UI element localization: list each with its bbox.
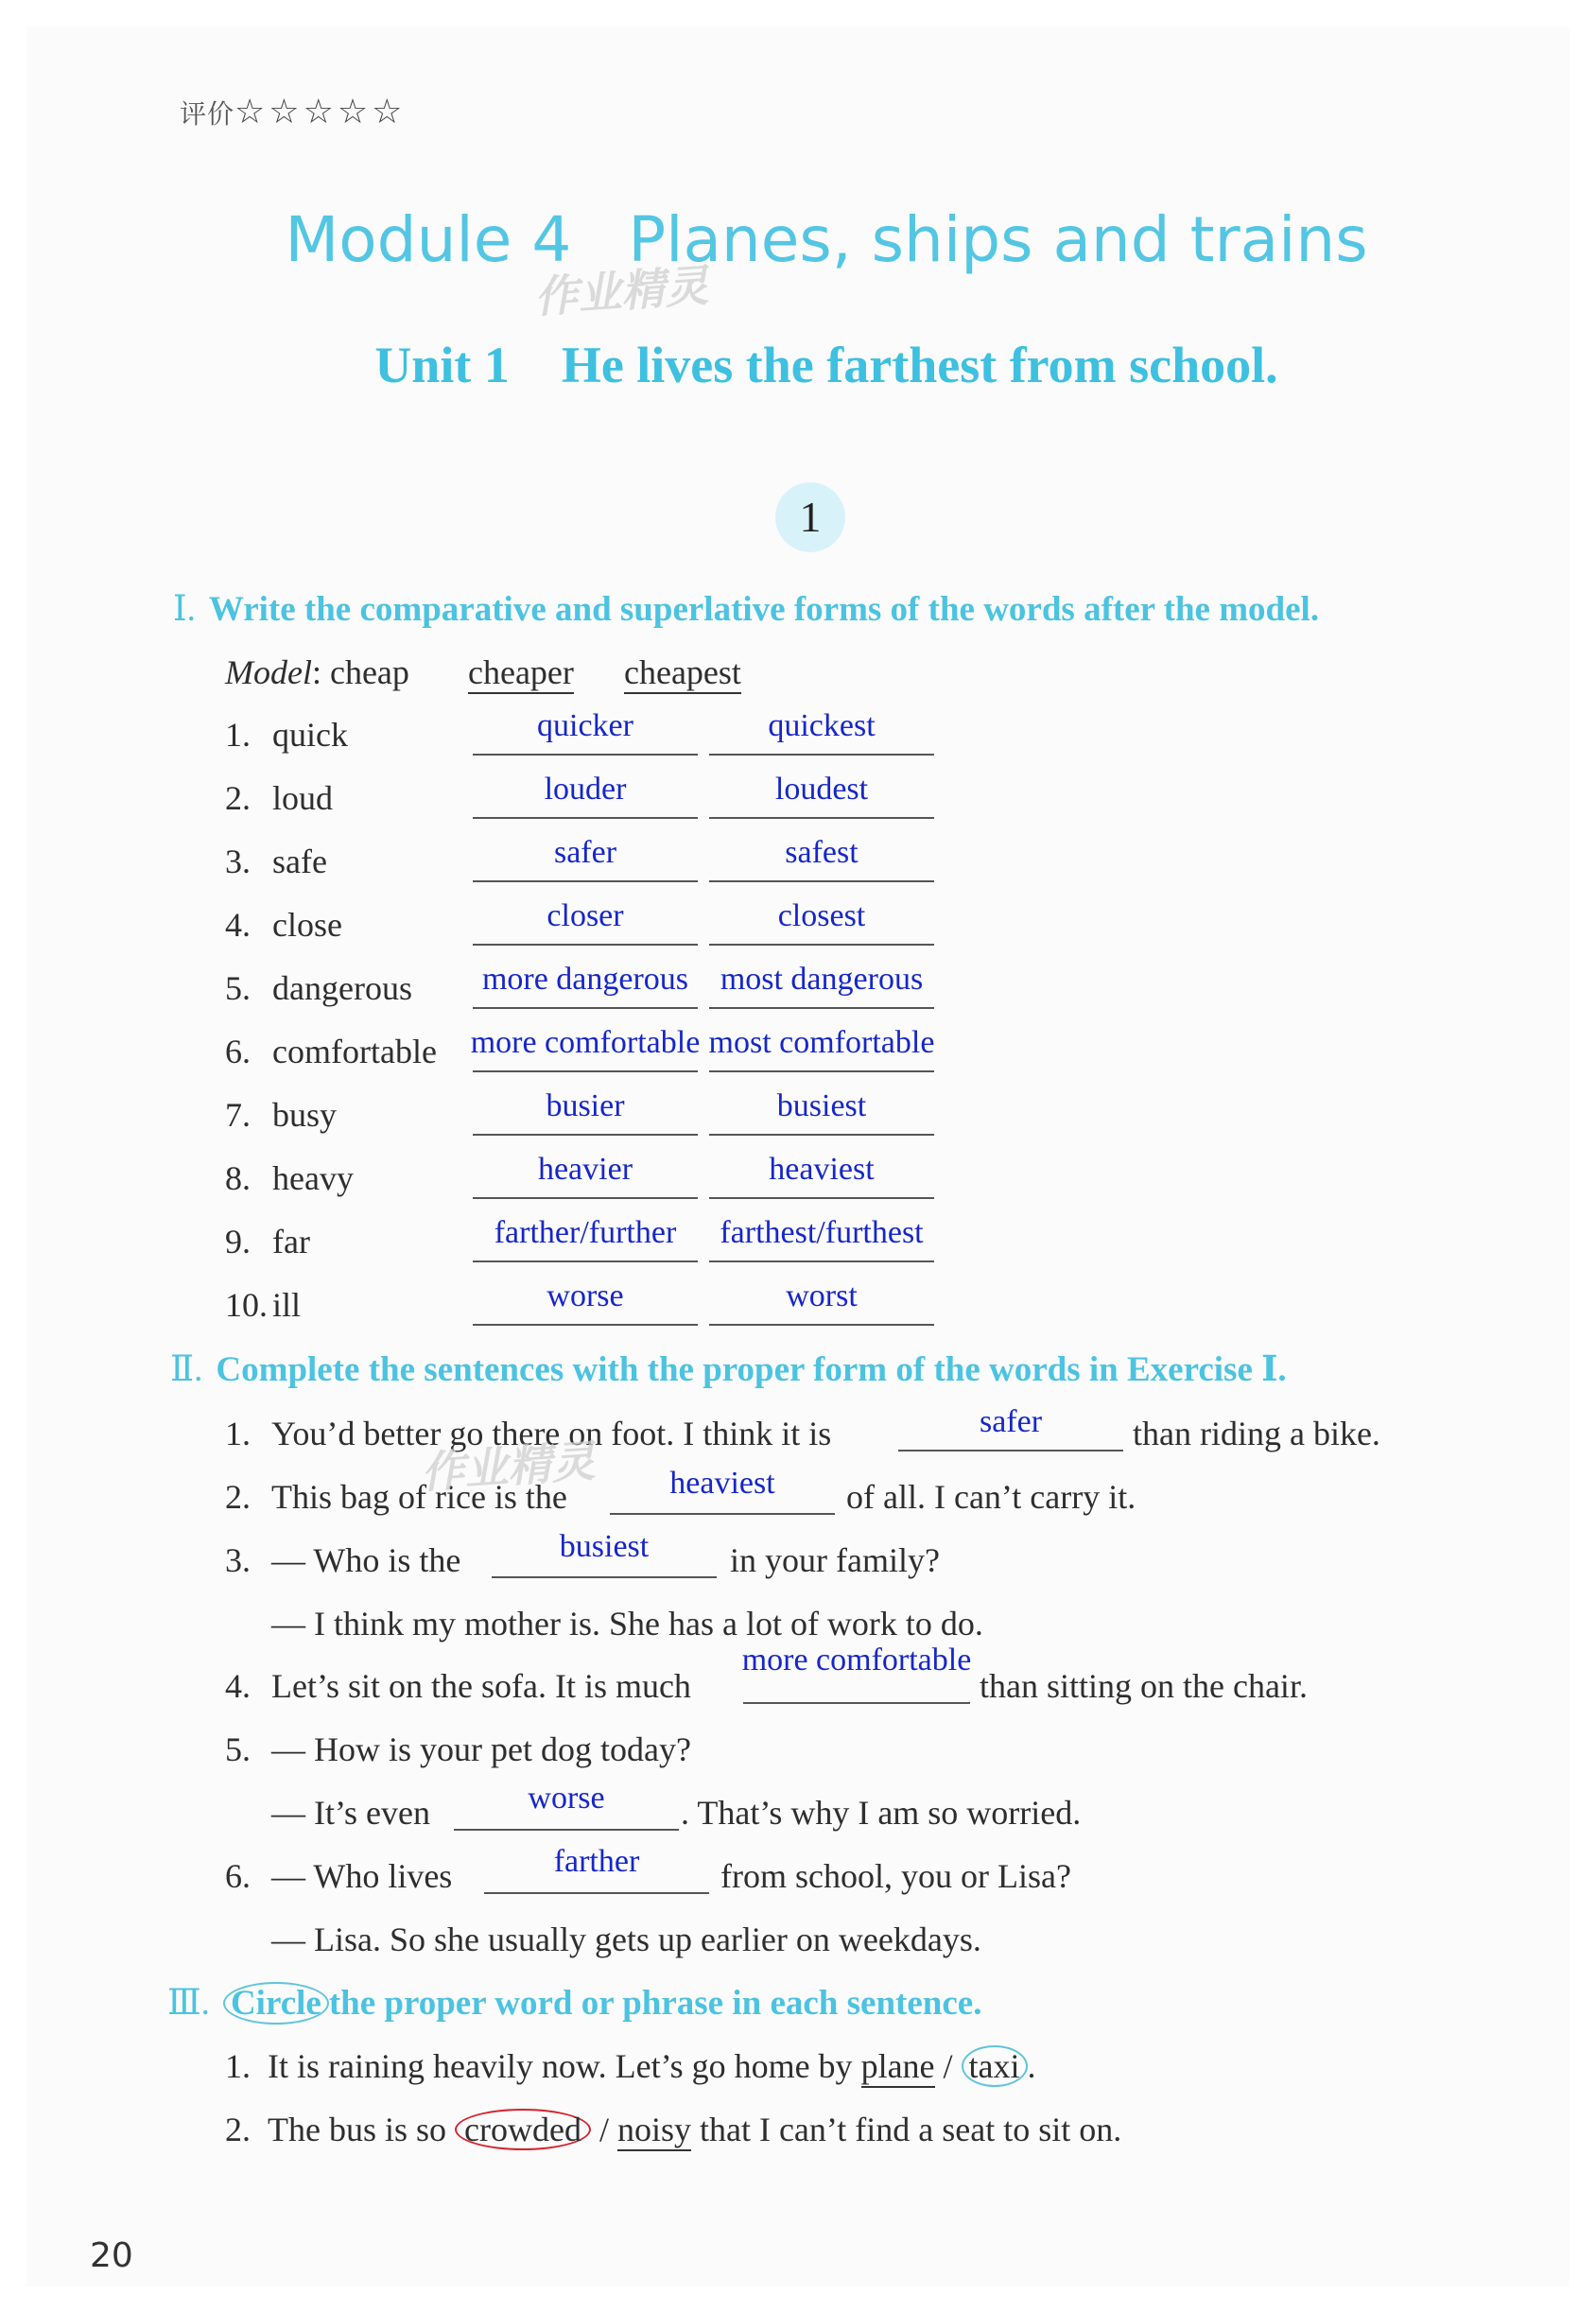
s2-item-5-question: — How is your pet dog today? (271, 1730, 691, 1768)
s2-item-5-before: — It’s even (271, 1794, 430, 1832)
s2-item-6-before: — Who lives (271, 1857, 453, 1895)
ex1-superlative-answer: heaviest (769, 1152, 875, 1187)
s2-item-2-answer: heaviest (669, 1466, 775, 1501)
ex1-comparative-answer: closer (546, 898, 624, 933)
s2-item-3-before: — Who is the (271, 1541, 461, 1579)
s2-item-5-after: . That’s why I am so worried. (681, 1794, 1082, 1832)
ex1-item-word: quick (272, 716, 348, 754)
ex1-superlative-blank[interactable] (709, 1070, 934, 1072)
s2-item-4-blank[interactable] (743, 1702, 970, 1704)
s3-item-2 (225, 2110, 1121, 2149)
s2-item-1-answer: safer (979, 1404, 1043, 1439)
s2-item-4-before: Let’s sit on the sofa. It is much (271, 1667, 691, 1705)
ex1-superlative-answer: farthest/furthest (720, 1215, 924, 1250)
ex1-item-word: safe (272, 843, 327, 880)
ex1-item-number: 9. (225, 1223, 251, 1260)
ex1-superlative-answer: quickest (768, 708, 876, 743)
s2-item-6-number: 6. (225, 1857, 251, 1895)
s3-item-1-before: It is raining heavily now. Let’s go home by (268, 2047, 853, 2085)
ex1-superlative-blank[interactable] (709, 754, 934, 756)
module-name: Planes, ships and trains (628, 203, 1368, 276)
ex1-comparative-answer: quicker (537, 708, 633, 743)
unit-title (0, 336, 1596, 394)
ex1-item-number: 3. (225, 843, 251, 880)
s2-item-4-number: 4. (225, 1667, 251, 1705)
ex1-comparative-blank[interactable] (473, 880, 698, 882)
s3-item-2-before: The bus is so (268, 2111, 446, 2148)
section-1-instruction: Write the comparative and superlative forms of the words after the model. (208, 590, 1320, 629)
s2-item-6-answer: farther (553, 1844, 640, 1879)
lesson-badge: 1 (775, 482, 845, 552)
ex1-comparative-blank[interactable] (473, 1070, 698, 1072)
section-3-number: Ⅲ. (167, 1984, 210, 2023)
ex1-comparative-answer: louder (544, 772, 627, 807)
s2-item-5-blank[interactable] (454, 1829, 679, 1831)
ex1-comparative-answer: more comfortable (470, 1025, 701, 1060)
section-2-number: Ⅱ. (170, 1350, 203, 1389)
s3-item-2-number: 2. (225, 2111, 251, 2148)
ex1-comparative-answer: busier (546, 1088, 625, 1123)
ex1-superlative-blank[interactable] (709, 817, 934, 819)
ex1-item-word: far (272, 1223, 310, 1260)
ex1-comparative-blank[interactable] (473, 944, 698, 946)
ex1-item-word: comfortable (272, 1033, 437, 1070)
ex1-item-word: dangerous (272, 969, 412, 1007)
s3-item-1-option-taxi[interactable]: taxi (962, 2045, 1028, 2087)
module-number: Module 4 (285, 203, 572, 276)
rating-stars: ☆☆☆☆☆ (234, 93, 407, 131)
ex1-superlative-blank[interactable] (709, 880, 934, 882)
section-2-heading (170, 1347, 1287, 1390)
rating-label: 评价 (180, 98, 235, 130)
ex1-superlative-blank[interactable] (709, 1197, 934, 1199)
ex1-item-number: 4. (225, 906, 251, 944)
s2-item-2-before: This bag of rice is the (271, 1478, 567, 1516)
s2-item-4-answer: more comfortable (741, 1643, 972, 1678)
s2-item-3-reply: — I think my mother is. She has a lot of work to do. (271, 1605, 983, 1643)
ex1-item-number: 6. (225, 1033, 251, 1070)
s2-item-6-after: from school, you or Lisa? (720, 1857, 1071, 1895)
s2-item-2-after: of all. I can’t carry it. (846, 1478, 1136, 1516)
s2-item-5-number: 5. (225, 1730, 251, 1768)
ex1-item-number: 1. (225, 716, 251, 754)
s2-item-1-after: than riding a bike. (1133, 1415, 1380, 1452)
ex1-superlative-blank[interactable] (709, 1324, 934, 1326)
ex1-comparative-blank[interactable] (473, 1007, 698, 1009)
page-number: 20 (90, 2236, 133, 2275)
s3-item-2-after: that I can’t find a seat to sit on. (699, 2111, 1122, 2148)
ex1-superlative-answer: closest (777, 898, 866, 933)
ex1-comparative-blank[interactable] (473, 1134, 698, 1136)
model-superlative: cheapest (624, 652, 741, 692)
section-2-instruction: Complete the sentences with the proper form of the words in Exercise Ⅰ. (216, 1350, 1287, 1389)
model-word: : cheap (311, 653, 409, 691)
watermark: 作业精灵 (532, 259, 710, 323)
ex1-comparative-blank[interactable] (473, 1197, 698, 1199)
ex1-superlative-blank[interactable] (709, 944, 934, 946)
ex1-superlative-blank[interactable] (709, 1260, 934, 1262)
ex1-superlative-answer: loudest (774, 772, 869, 807)
section-3-circle-word: Circle (223, 1982, 329, 2025)
s3-item-2-separator: / (598, 2111, 609, 2148)
s2-item-4-after: than sitting on the chair. (980, 1667, 1308, 1705)
model-label: Model (225, 653, 312, 691)
ex1-superlative-answer: most comfortable (708, 1025, 935, 1060)
ex1-comparative-answer: heavier (537, 1152, 633, 1187)
rating (180, 93, 406, 131)
unit-heading: He lives the farthest from school. (561, 337, 1278, 393)
ex1-item-word: ill (272, 1286, 302, 1324)
section-1-number: Ⅰ. (173, 590, 196, 629)
s3-item-1: 1. It is raining heavily now. Let’s go home by plane / taxi . (225, 2046, 1036, 2086)
s2-item-1-blank[interactable] (898, 1450, 1123, 1452)
ex1-comparative-answer: farther/further (494, 1215, 677, 1250)
s2-item-3-answer: busiest (559, 1529, 650, 1564)
section-3-instruction: the proper word or phrase in each sentence. (328, 1984, 982, 2023)
s3-item-1-number: 1. (225, 2047, 251, 2085)
ex1-item-number: 2. (225, 779, 251, 817)
ex1-superlative-answer: most dangerous (720, 962, 924, 997)
ex1-item-word: heavy (272, 1159, 354, 1197)
s2-item-6-reply: — Lisa. So she usually gets up earlier on weekdays. (271, 1921, 981, 1958)
ex1-superlative-answer: worst (786, 1278, 858, 1313)
ex1-superlative-answer: busiest (776, 1088, 867, 1123)
s2-item-1-before: You’d better go there on foot. I think it is (271, 1415, 832, 1452)
ex1-comparative-answer: worse (546, 1278, 624, 1313)
ex1-comparative-answer: safer (553, 835, 617, 870)
ex1-superlative-blank[interactable] (709, 1134, 934, 1136)
ex1-comparative-blank[interactable] (473, 1324, 698, 1326)
ex1-item-word: busy (272, 1096, 338, 1134)
model-row (225, 652, 409, 692)
section-3-heading (167, 1982, 981, 2024)
s2-item-3-after: in your family? (730, 1541, 940, 1579)
ex1-item-number: 7. (225, 1096, 251, 1134)
s3-item-2-option-crowded[interactable]: crowded (455, 2109, 591, 2150)
ex1-item-word: loud (272, 779, 334, 817)
ex1-comparative-answer: more dangerous (481, 962, 689, 997)
ex1-superlative-blank[interactable] (709, 1007, 934, 1009)
ex1-comparative-blank[interactable] (473, 817, 698, 819)
ex1-comparative-blank[interactable] (473, 1260, 698, 1262)
ex1-item-number: 8. (225, 1159, 251, 1197)
ex1-comparative-blank[interactable] (473, 754, 698, 756)
s3-item-1-option-plane[interactable]: plane (861, 2047, 935, 2088)
s3-item-2-option-noisy[interactable]: noisy (617, 2111, 691, 2151)
s2-item-3-number: 3. (225, 1541, 251, 1579)
ex1-superlative-answer: safest (785, 835, 859, 870)
s2-item-1-number: 1. (225, 1415, 251, 1452)
unit-number: Unit 1 (374, 337, 510, 393)
ex1-item-number: 5. (225, 969, 251, 1007)
ex1-item-number: 10. (225, 1286, 268, 1324)
s3-item-1-separator: / (943, 2047, 953, 2085)
section-1-heading (173, 588, 1319, 630)
ex1-item-word: close (272, 906, 342, 944)
s2-item-2-blank[interactable] (610, 1513, 835, 1515)
watermark-2: 作业精灵 (419, 1434, 597, 1499)
s2-item-6-blank[interactable] (484, 1892, 709, 1894)
s2-item-2-number: 2. (225, 1478, 251, 1516)
module-title (0, 203, 1596, 276)
s2-item-5-answer: worse (528, 1781, 605, 1816)
s2-item-3-blank[interactable] (492, 1576, 717, 1578)
model-comparative: cheaper (468, 652, 574, 692)
